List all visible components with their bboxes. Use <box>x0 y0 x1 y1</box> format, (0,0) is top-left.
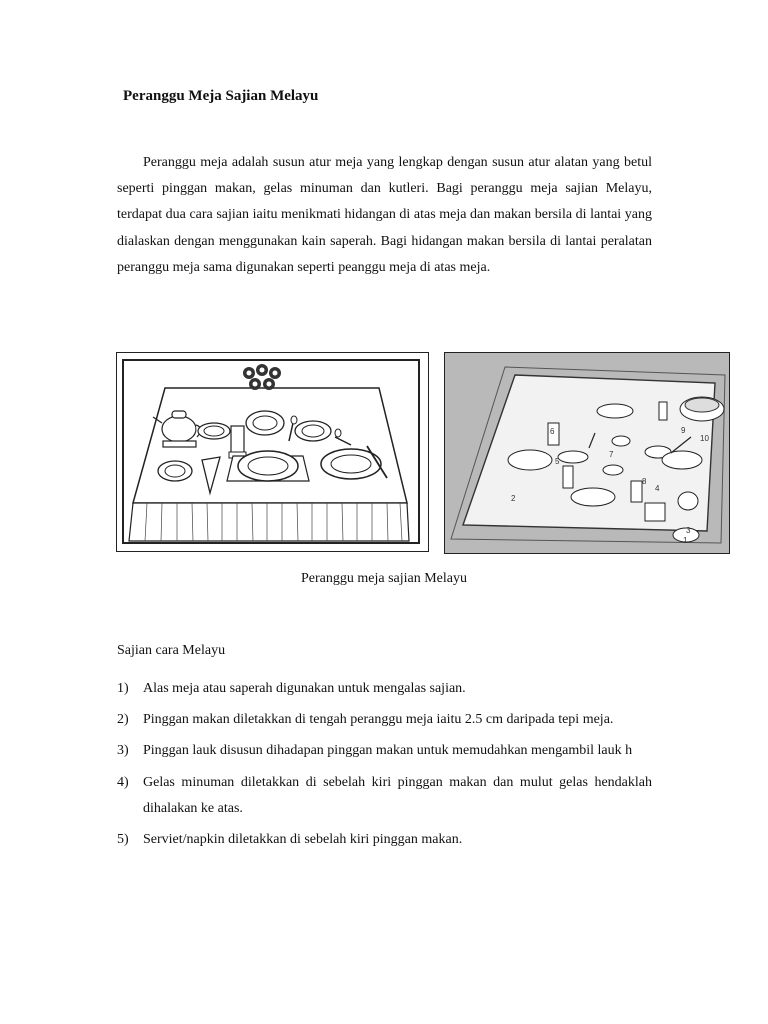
section-subheading: Sajian cara Melayu <box>117 643 226 658</box>
document-title: Peranggu Meja Sajian Melayu <box>123 88 319 104</box>
figure-label: 2 <box>511 494 516 503</box>
figure-label: 9 <box>681 426 686 435</box>
table-setting-illustration <box>116 352 429 552</box>
figure-label: 5 <box>555 457 560 466</box>
intro-paragraph: Peranggu meja adalah susun atur meja yang lengkap dengan susun atur alatan yang betul seperti pinggan makan, gelas minuman dan kutleri. Bagi peranggu meja sajian Melayu, terdapat dua cara sajian iaitu menikmati hidangan di atas meja dan makan bersila di lantai yang dialaskan dengan menggunakan kain saperah. Bagi hidangan makan bersila di lantai peralatan peranggu meja sama digunakan seperti peanggu meja di atas meja. <box>117 155 652 275</box>
list-item-text: Pinggan lauk disusun dihadapan pinggan makan untuk memudahkan mengambil lauk h <box>143 743 633 759</box>
list-item-number: 1) <box>117 681 129 696</box>
figure-label: 4 <box>655 484 660 493</box>
figure-label: 6 <box>550 427 555 436</box>
list-item <box>117 707 652 733</box>
list-item-number: 3) <box>117 743 129 759</box>
list-item-number: 5) <box>117 832 129 848</box>
list-item-text: Alas meja atau saperah digunakan untuk mengalas sajian. <box>143 681 466 696</box>
figure-caption-text: Peranggu meja sajian Melayu <box>300 571 467 586</box>
list-item <box>117 676 652 702</box>
list-item-number: 4) <box>117 774 129 790</box>
floor-setting-drawing <box>445 353 729 553</box>
list-item <box>117 738 652 764</box>
list-item-text: Serviet/napkin diletakkan di sebelah kiri pinggan makan. <box>143 832 463 848</box>
list-item <box>117 827 652 853</box>
list-item-number: 2) <box>117 712 129 728</box>
figure-label: 7 <box>609 450 614 459</box>
figure-label: 10 <box>700 434 709 443</box>
figure-label: 1 <box>683 536 688 545</box>
figure-label: 3 <box>686 526 691 535</box>
table-setting-drawing <box>117 353 428 551</box>
list-item-text: Gelas minuman diletakkan di sebelah kiri pinggan makan dan mulut gelas hendaklah dihalakan ke atas. <box>143 774 652 816</box>
figure-label: 8 <box>642 477 647 486</box>
figure-caption <box>0 571 768 587</box>
steps-list <box>117 676 652 858</box>
list-item <box>117 770 652 822</box>
flower-centerpiece-icon <box>243 364 281 390</box>
list-item-text: Pinggan makan diletakkan di tengah peranggu meja iaitu 2.5 cm daripada tepi meja. <box>143 712 614 728</box>
floor-setting-illustration <box>444 352 730 554</box>
